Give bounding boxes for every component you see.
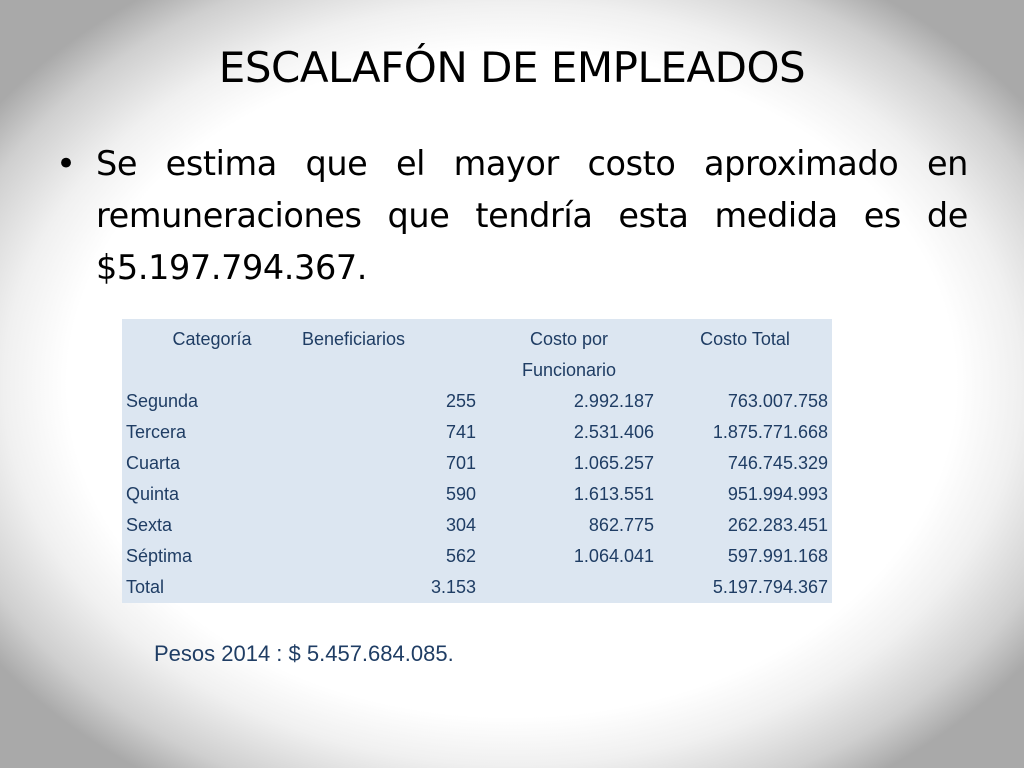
cost-table — [122, 319, 832, 603]
cell-beneficiarios: 562 — [445, 546, 476, 566]
header-costo-total: Costo Total — [700, 329, 790, 349]
cell-categoria: Tercera — [126, 422, 187, 442]
footnote-pesos-2014: Pesos 2014 : $ 5.457.684.085. — [154, 641, 454, 666]
cell-costo-total: 1.875.771.668 — [712, 422, 828, 442]
header-costo-por-funcionario: Costo por Funcionario — [521, 329, 617, 380]
table-row — [122, 417, 832, 448]
cell-costo-total: 262.283.451 — [727, 515, 828, 535]
table-header-row — [122, 319, 832, 386]
table-row — [122, 448, 832, 479]
cell-costo-por-funcionario: 1.064.041 — [573, 546, 654, 566]
cell-costo-por-funcionario: 1.613.551 — [573, 484, 654, 504]
cell-beneficiarios: 304 — [445, 515, 476, 535]
cell-costo-total: 746.745.329 — [727, 453, 828, 473]
slide-title: ESCALAFÓN DE EMPLEADOS — [218, 43, 806, 92]
cell-costo-por-funcionario: 1.065.257 — [573, 453, 654, 473]
cell-beneficiarios: 590 — [445, 484, 476, 504]
cell-categoria: Sexta — [126, 515, 173, 535]
table-row — [122, 541, 832, 572]
cell-beneficiarios: 741 — [445, 422, 476, 442]
cell-categoria: Quinta — [126, 484, 180, 504]
table-row — [122, 510, 832, 541]
cell-beneficiarios: 255 — [445, 391, 476, 411]
cell-costo-por-funcionario — [480, 572, 658, 603]
cell-costo-por-funcionario: 862.775 — [588, 515, 654, 535]
cell-categoria: Séptima — [126, 546, 193, 566]
cell-costo-total: 5.197.794.367 — [712, 577, 828, 597]
cell-costo-total: 597.991.168 — [727, 546, 828, 566]
cell-categoria: Segunda — [126, 391, 199, 411]
cell-costo-total: 951.994.993 — [727, 484, 828, 504]
header-beneficiarios: Beneficiarios — [302, 329, 406, 349]
cell-costo-por-funcionario: 2.531.406 — [573, 422, 654, 442]
table-total-row — [122, 572, 832, 603]
bullet-dot-icon: • — [56, 144, 77, 184]
cell-beneficiarios: 701 — [445, 453, 476, 473]
cell-costo-por-funcionario: 2.992.187 — [573, 391, 654, 411]
table-row — [122, 479, 832, 510]
cell-categoria: Cuarta — [126, 453, 181, 473]
bullet-point — [56, 138, 968, 294]
cell-beneficiarios: 3.153 — [430, 577, 476, 597]
cell-categoria: Total — [126, 577, 165, 597]
bullet-text: Se estima que el mayor costo aproximado en remuneraciones que tendría esta medida es de $5.197.794.367. — [96, 144, 968, 287]
header-categoria: Categoría — [172, 329, 252, 349]
cell-costo-total: 763.007.758 — [727, 391, 828, 411]
table-row — [122, 386, 832, 417]
